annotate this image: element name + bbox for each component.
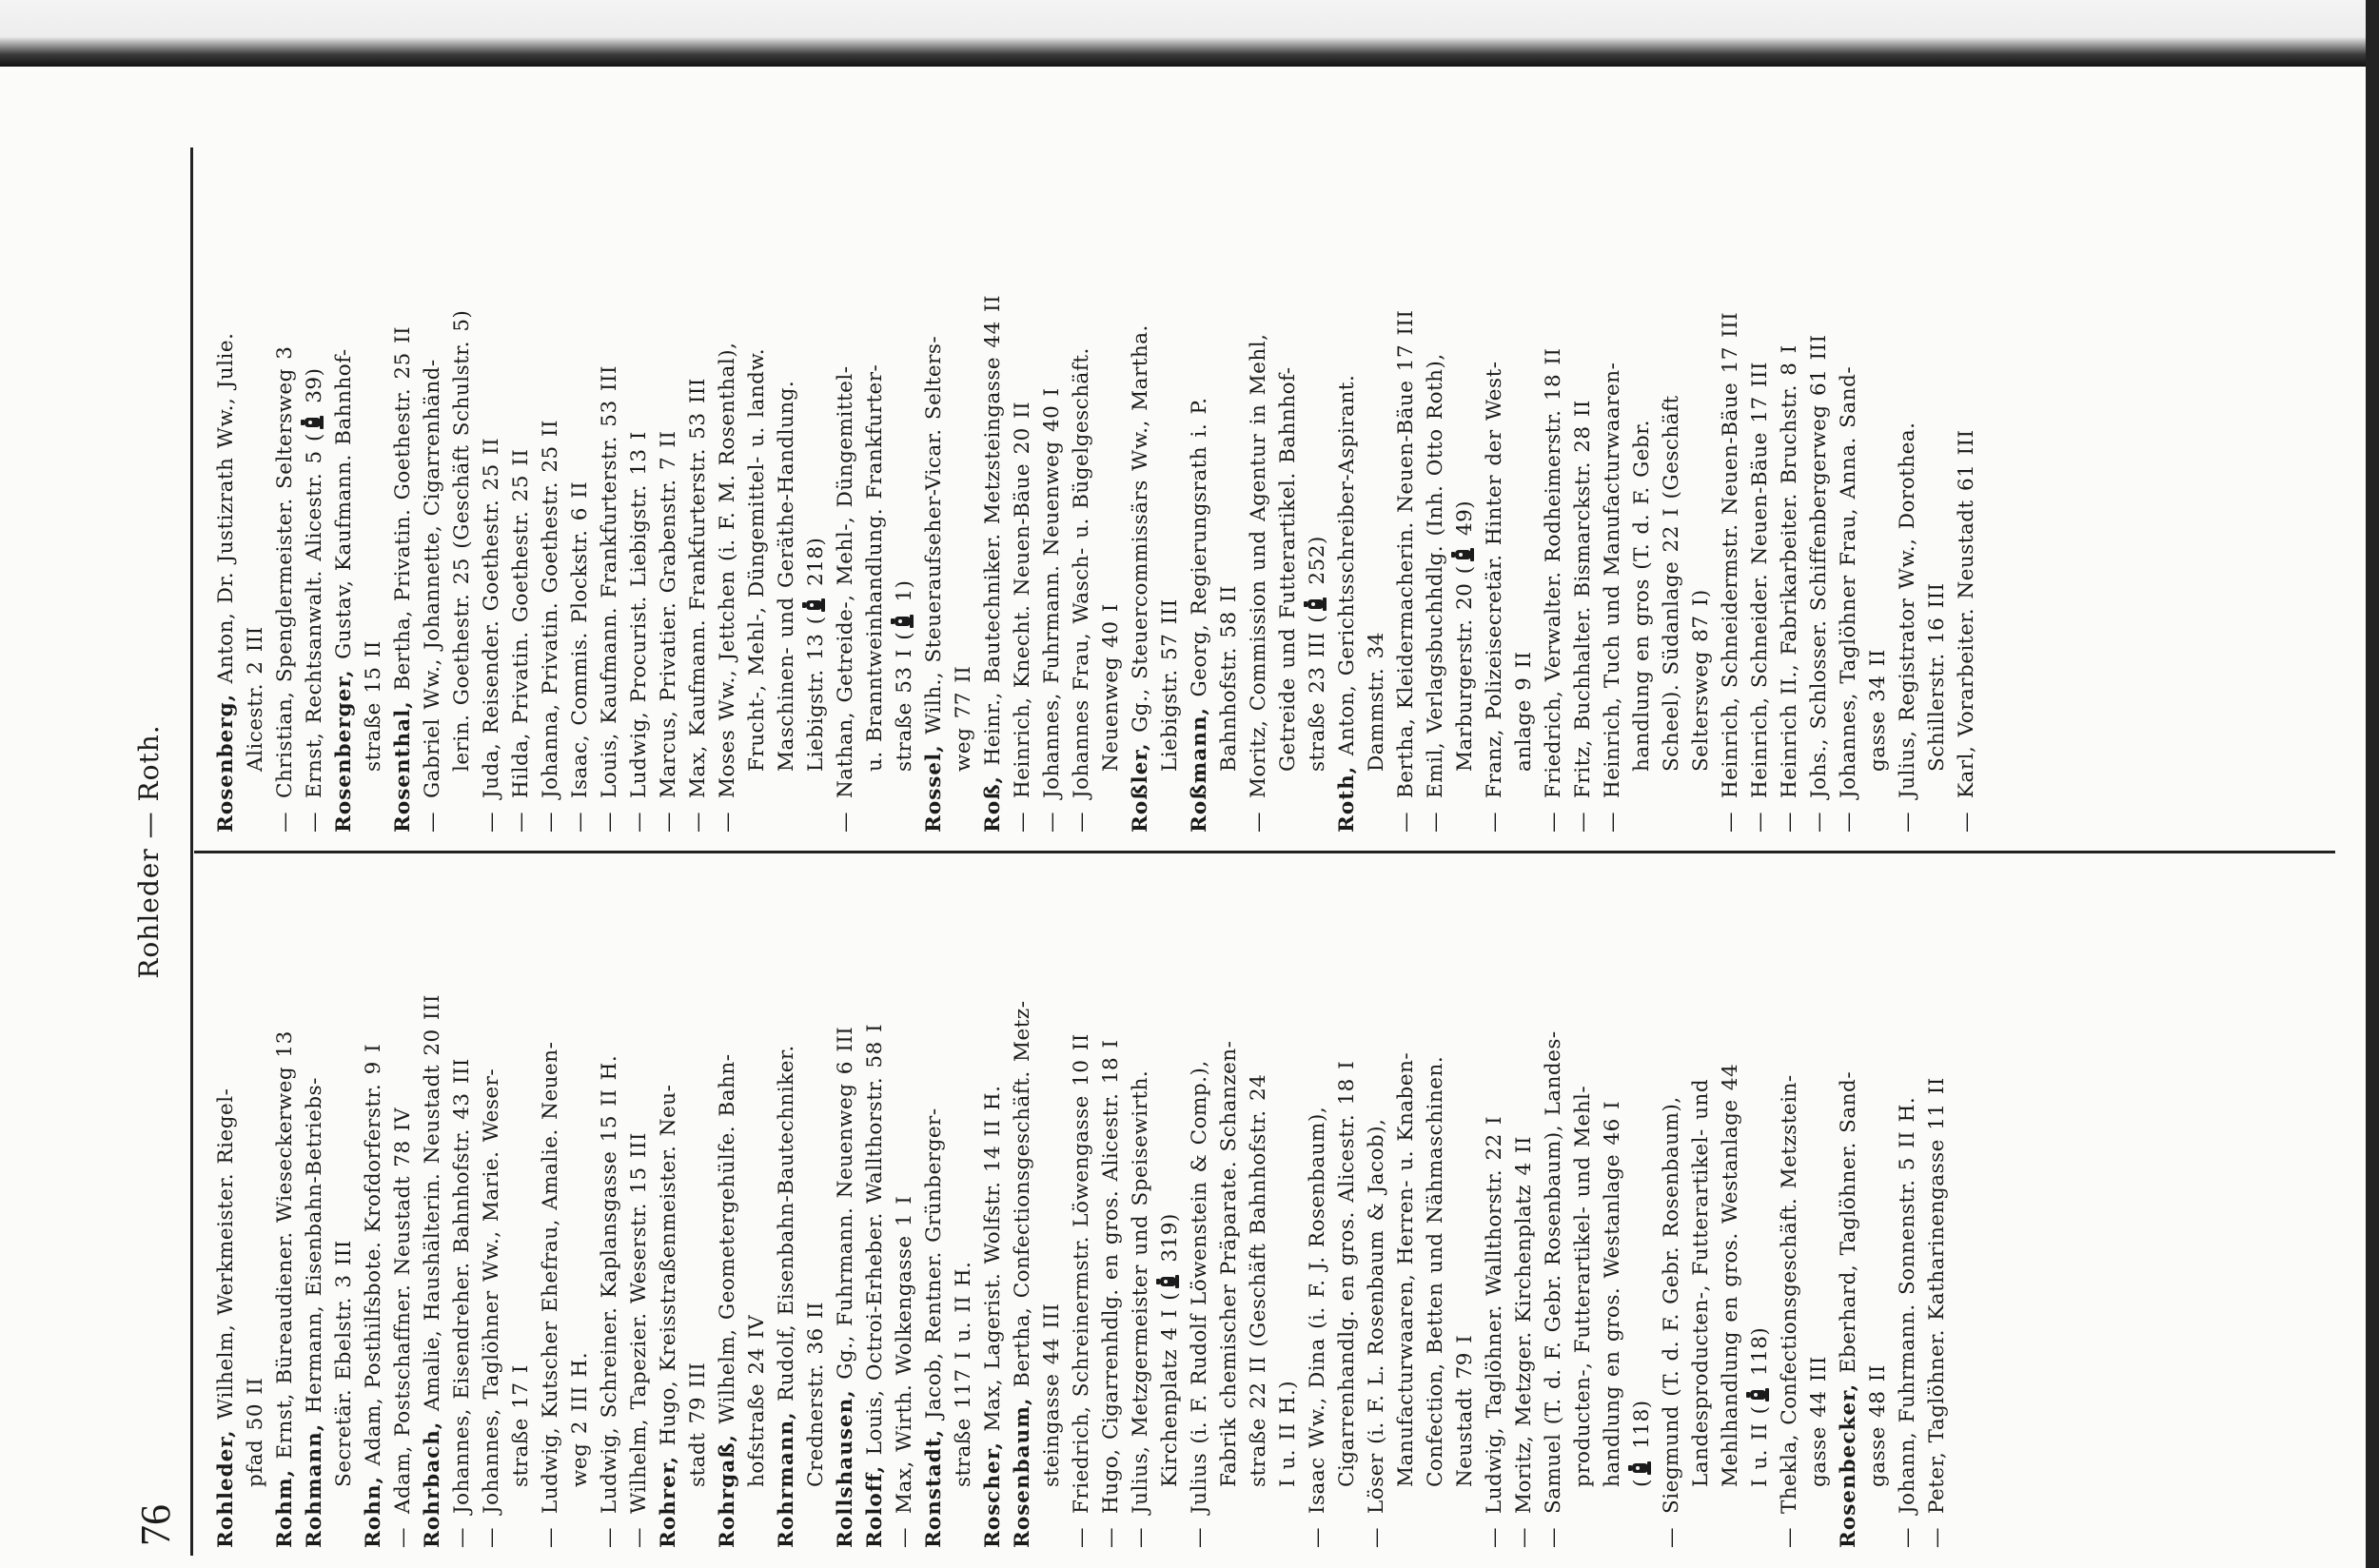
ditto-dash: — [1365, 1527, 1388, 1548]
ditto-dash: — [1188, 1527, 1211, 1548]
directory-entry [1922, 871, 1952, 1548]
entry-text: Wilhelm, Geometergehülfe. Bahn- [716, 1053, 739, 1424]
entry-continuation: Confection, Betten und Nähmaschinen. [1424, 1055, 1447, 1487]
entry-continuation: hofstraße 24 IV [745, 1314, 769, 1487]
entry-text: Juda, Reisender. Goethestr. 25 II [480, 437, 503, 798]
entry-text: Anton, Dr. Justizrath Ww., Julie. [214, 332, 238, 684]
entry-text: Friedrich, Schreinermstr. Löwengasse 10 II [1070, 1033, 1093, 1514]
entry-text: Georg, Regierungsrath i. P. [1188, 397, 1211, 697]
ditto-dash: — [539, 1527, 562, 1548]
ditto-dash: — [1837, 812, 1860, 833]
directory-entry [506, 155, 536, 833]
entry-text: Karl, Vorarbeiter. Neustadt 61 III [1955, 429, 1978, 798]
entry-text: Christian, Spenglermeister. Seltersweg 3 [273, 345, 297, 798]
directory-entry [1893, 155, 1952, 833]
directory-entry [1834, 155, 1893, 833]
ditto-dash: — [1778, 812, 1801, 833]
ditto-dash: — [1571, 812, 1595, 833]
entry-continuation: Landesproducten-, Futterartikel- und [1689, 1078, 1713, 1487]
directory-entry [536, 871, 595, 1548]
directory-entry [211, 155, 270, 833]
entry-surname: Rohmann, [303, 1413, 326, 1548]
entry-surname: Rollshausen, [834, 1379, 857, 1548]
ditto-dash: — [1512, 1527, 1536, 1548]
entry-text: Heinrich, Tuch und Manufacturwaaren- [1601, 362, 1624, 798]
ditto-dash: — [480, 1527, 503, 1548]
directory-entry [270, 155, 300, 833]
entry-continuation: Marburgerstr. 20 ( 49) [1450, 155, 1480, 833]
entry-text: Heinr., Bautechniker. Metzsteingasse 44 II [981, 294, 1005, 766]
entry-continuation: Bahnhofstr. 58 II [1217, 585, 1241, 772]
entry-text: Johann, Fuhrmann. Sonnenstr. 5 II H. [1896, 1096, 1919, 1514]
entry-surname: Rosenbecker, [1837, 1373, 1860, 1548]
telephone-icon [300, 415, 324, 430]
ditto-dash: — [657, 812, 680, 833]
directory-entry [1008, 155, 1037, 833]
ditto-dash: — [1807, 812, 1831, 833]
entry-text: Wilhelm, Tapezier. Weserstr. 15 III [627, 1132, 651, 1514]
directory-entry [890, 871, 919, 1548]
directory-entry [624, 871, 654, 1548]
entry-text: Siegmund (T. d. F. Gebr. Rosenbaum), [1660, 1096, 1683, 1514]
ditto-dash: — [834, 812, 857, 833]
directory-entry [683, 155, 713, 833]
directory-entry [1126, 871, 1185, 1548]
entry-continuation: Liebigstr. 13 ( 218) [801, 155, 831, 833]
directory-entry [1480, 871, 1509, 1548]
ditto-dash: — [1129, 1527, 1152, 1548]
entry-text: Julius, Registrator Ww., Dorothea. [1896, 421, 1919, 798]
directory-entry [919, 155, 978, 833]
directory-entry [388, 155, 418, 833]
entry-text: Heinrich II., Fabrikarbeiter. Bruchstr. 8 I [1778, 344, 1801, 798]
entry-text: Moritz, Metzger. Kirchenplatz 4 II [1512, 1136, 1536, 1514]
ditto-dash: — [421, 812, 444, 833]
directory-entry [978, 155, 1008, 833]
entry-continuation: straße 117 I u. II H. [952, 1261, 975, 1487]
entry-continuation: Schillerstr. 16 III [1925, 582, 1949, 772]
entry-continuation: Fabrik chemischer Präparate. Schanzen- [1217, 1040, 1241, 1487]
directory-entry [270, 871, 300, 1548]
directory-entry [1775, 155, 1804, 833]
entry-text: Eberhard, Taglöhner. Sand- [1837, 1070, 1860, 1374]
ditto-dash: — [893, 1527, 916, 1548]
entry-text: Heinrich, Schneidermstr. Neuen-Bäue 17 III [1719, 311, 1742, 798]
entry-continuation: Neuenweg 40 I [1099, 603, 1123, 772]
entry-surname: Rohrbach, [421, 1411, 444, 1548]
entry-continuation: steingasse 44 III [1040, 1303, 1064, 1487]
ditto-dash: — [303, 812, 326, 833]
entry-text: Hugo, Kreisstraßenmeister. Neu- [657, 1084, 680, 1446]
entry-continuation: gasse 48 II [1866, 1364, 1890, 1487]
ditto-dash: — [1247, 812, 1270, 833]
entry-text: Hermann, Eisenbahn-Betriebs- [303, 1077, 326, 1414]
directory-entry [654, 155, 683, 833]
directory-entry [1303, 871, 1362, 1548]
entry-continuation: anlage 9 II [1512, 651, 1536, 772]
entry-text: Johs., Schlosser. Schiffenbergerweg 61 III [1807, 334, 1831, 798]
ditto-dash: — [1394, 812, 1418, 833]
ditto-dash: — [598, 812, 621, 833]
directory-entry [713, 155, 831, 833]
entry-continuation: ( 118) [1627, 871, 1657, 1548]
entry-text: Nathan, Getreide-, Mehl-, Düngemittel- [834, 365, 857, 798]
ditto-dash: — [1040, 812, 1064, 833]
entry-surname: Rohleder, [214, 1419, 238, 1548]
ditto-dash: — [1955, 812, 1978, 833]
entry-continuation: Maschinen- und Geräthe-Handlung. [775, 380, 798, 772]
directory-entry [1539, 155, 1568, 833]
ditto-dash: — [1070, 812, 1093, 833]
entry-surname: Rohn, [362, 1465, 385, 1548]
ditto-dash: — [627, 812, 651, 833]
telephone-icon [1155, 1274, 1180, 1289]
entry-surname: Rosenthal, [391, 690, 415, 833]
directory-entry [1480, 155, 1539, 833]
directory-entry [329, 155, 388, 833]
entry-text: Ludwig, Taglöhner. Wallthorstr. 22 I [1483, 1115, 1506, 1514]
entry-surname: Ronstadt, [922, 1419, 946, 1548]
ditto-dash: — [391, 1527, 415, 1548]
entry-continuation: lerin. Goethestr. 25 (Geschäft Schulstr. 5) [450, 309, 474, 772]
entry-continuation: straße 17 I [509, 1364, 533, 1487]
scanner-right-edge [2366, 0, 2379, 1568]
telephone-icon [1450, 547, 1475, 562]
ditto-dash: — [1748, 812, 1772, 833]
ditto-dash: — [1896, 1527, 1919, 1548]
ditto-dash: — [480, 812, 503, 833]
ditto-dash: — [568, 812, 592, 833]
entry-continuation: Liebigstr. 57 III [1158, 598, 1182, 772]
entry-continuation: weg 2 III H. [568, 1351, 592, 1487]
entry-text: Bertha, Privatin. Goethestr. 25 II [391, 325, 415, 691]
entry-continuation: straße 15 II [362, 640, 385, 772]
directory-entry [1037, 155, 1067, 833]
directory-entry [1893, 871, 1922, 1548]
entry-continuation: Frucht-, Mehl-, Düngemittel- u. landw. [745, 347, 769, 772]
entry-text: Ernst, Büreaudiener. Wieseckerweg 13 [273, 1030, 297, 1460]
entry-text: Johanna, Privatin. Goethestr. 25 II [539, 419, 562, 798]
entry-text: Wilhelm, Werkmeister. Riegel- [214, 1088, 238, 1420]
directory-entry [565, 155, 595, 833]
directory-entry [388, 871, 418, 1548]
entry-continuation: pfad 50 II [244, 1377, 267, 1487]
entry-continuation: Alicestr. 2 III [244, 626, 267, 772]
ditto-dash: — [1601, 812, 1624, 833]
directory-entry [1509, 871, 1539, 1548]
directory-entry [1745, 155, 1775, 833]
entry-text: Fritz, Buchhalter. Bismarckstr. 28 II [1571, 400, 1595, 798]
directory-entry [477, 155, 506, 833]
directory-column-right [211, 155, 1981, 833]
ditto-dash: — [598, 1527, 621, 1548]
rotated-page-content [124, 147, 2350, 1556]
entry-continuation: u. Branntweinhandlung. Frankfurter- [863, 363, 887, 772]
directory-entry [1126, 155, 1185, 833]
entry-surname: Rohrmann, [775, 1401, 798, 1548]
entry-text: Johannes, Taglöhner Frau, Anna. Sand- [1837, 365, 1860, 798]
directory-entry [418, 871, 447, 1548]
entry-text: Gabriel Ww., Johannette, Cigarrenhänd- [421, 359, 444, 798]
entry-text: Johannes, Fuhrmann. Neuenweg 40 I [1040, 387, 1064, 798]
entry-continuation: Cigarrenhandlg. en gros. Alicestr. 18 I [1335, 1060, 1359, 1487]
scanner-edge [0, 0, 2379, 67]
entry-surname: Roscher, [981, 1431, 1005, 1548]
entry-continuation: Seltersweg 87 I) [1689, 589, 1713, 772]
directory-entry [1716, 155, 1745, 833]
telephone-icon [1627, 1460, 1652, 1476]
entry-continuation: straße 23 III ( 252) [1303, 155, 1332, 833]
directory-entry [1657, 871, 1775, 1548]
directory-entry [772, 871, 831, 1548]
directory-entry [1185, 155, 1244, 833]
directory-entry [1008, 871, 1067, 1548]
entry-text: Marcus, Privatier. Grabenstr. 7 II [657, 430, 680, 798]
entry-text: Löser (i. F. L. Rosenbaum & Jacob), [1365, 1118, 1388, 1514]
directory-entry [1952, 155, 1981, 833]
directory-entry [1096, 871, 1126, 1548]
entry-continuation: weg 77 II [952, 665, 975, 772]
entry-continuation: I u. II H.) [1276, 1380, 1300, 1487]
telephone-icon [1745, 1387, 1770, 1402]
entry-surname: Rohrgaß, [716, 1423, 739, 1548]
directory-entry [211, 871, 270, 1548]
entry-text: Julius (i. F. Rudolf Löwenstein & Comp.), [1188, 1060, 1211, 1514]
entry-continuation: Dammstr. 34 [1365, 632, 1388, 772]
ditto-dash: — [1542, 812, 1565, 833]
directory-entry [624, 155, 654, 833]
entry-text: Julius, Metzgermeister und Speisewirth. [1129, 1069, 1152, 1514]
entry-surname: Roßmann, [1188, 696, 1211, 833]
directory-entry [1067, 155, 1126, 833]
ditto-dash: — [627, 1527, 651, 1548]
entry-text: Moses Ww., Jettchen (i. F. M. Rosenthal), [716, 342, 739, 798]
entry-text: Rudolf, Eisenbahn-Bautechniker. [775, 1045, 798, 1401]
entry-text: Louis, Octroi-Erheber. Wallthorstr. 58 I [863, 1023, 887, 1456]
entry-continuation: Secretär. Ebelstr. 3 III [332, 1240, 356, 1487]
directory-entry [919, 871, 978, 1548]
entry-text: Friedrich, Verwalter. Rodheimerstr. 18 II [1542, 347, 1565, 798]
ditto-dash: — [1424, 812, 1447, 833]
ditto-dash: — [716, 812, 739, 833]
directory-entry [831, 871, 860, 1548]
entry-text: Johannes, Eisendreher. Bahnhofstr. 43 III [450, 1058, 474, 1514]
directory-entry [1804, 155, 1834, 833]
entry-continuation: I u. II ( 118) [1745, 871, 1775, 1548]
entry-continuation: Mehlhandlung en gros. Westanlage 44 [1719, 1063, 1742, 1487]
entry-text: Johannes Frau, Wasch- u. Bügelgeschäft. [1070, 347, 1093, 798]
entry-surname: Roßler, [1129, 732, 1152, 833]
entry-text: Heinrich, Knecht. Neuen-Bäue 20 II [1011, 401, 1034, 798]
directory-entry [300, 871, 359, 1548]
entry-text: Emil, Verlagsbuchhdlg. (Inh. Otto Roth), [1424, 353, 1447, 798]
book-page [0, 67, 2366, 1568]
ditto-dash: — [1542, 1527, 1565, 1548]
running-head-title: Rohleder — Roth. [133, 724, 165, 979]
entry-text: Ernst, Rechtsanwalt. Alicestr. 5 ( 39) [303, 367, 326, 798]
entry-continuation: straße 53 I ( 1) [890, 155, 919, 833]
entry-surname: Rosenberg, [214, 683, 238, 833]
entry-text: Heinrich, Schneider. Neuen-Bäue 17 III [1748, 362, 1772, 798]
directory-entry [595, 155, 624, 833]
directory-entry [418, 155, 477, 833]
entry-text: Isaac, Commis. Plockstr. 6 II [568, 480, 592, 798]
ditto-dash: — [539, 812, 562, 833]
entry-text: Hilda, Privatin. Goethestr. 25 II [509, 448, 533, 798]
directory-entry [1834, 871, 1893, 1548]
entry-continuation: Manufacturwaaren, Herren- u. Knaben- [1394, 1051, 1418, 1487]
column-divider [194, 851, 2335, 853]
ditto-dash: — [1306, 1527, 1329, 1548]
ditto-dash: — [1719, 812, 1742, 833]
directory-entry [1568, 155, 1598, 833]
telephone-icon [801, 598, 826, 613]
entry-text: Franz, Polizeisecretär. Hinter der West- [1483, 361, 1506, 798]
entry-text: Samuel (T. d. F. Gebr. Rosenbaum), Landes- [1542, 1030, 1565, 1514]
directory-entry [447, 871, 477, 1548]
directory-entry [1185, 871, 1303, 1548]
directory-entry [595, 871, 624, 1548]
entry-text: Ludwig, Procurist. Liebigstr. 13 I [627, 431, 651, 798]
entry-text: Jacob, Rentner. Grünberger- [922, 1107, 946, 1420]
entry-continuation: handlung en gros (T. d. F. Gebr. [1630, 419, 1654, 772]
entry-text: Anton, Gerichtsschreiber-Aspirant. [1335, 374, 1359, 756]
directory-entry [1598, 155, 1716, 833]
ditto-dash: — [686, 812, 710, 833]
entry-text: Wilh., Steueraufseher-Vicar. Selters- [922, 335, 946, 735]
directory-entry [1067, 871, 1096, 1548]
directory-entry [978, 871, 1008, 1548]
entry-surname: Rosenbaum, [1011, 1387, 1034, 1548]
ditto-dash: — [1660, 1527, 1683, 1548]
entry-surname: Rossel, [922, 734, 946, 833]
directory-column-left [211, 871, 1952, 1548]
entry-continuation: straße 22 II (Geschäft Bahnhofstr. 24 [1247, 1073, 1270, 1487]
entry-continuation: gasse 34 II [1866, 649, 1890, 772]
entry-text: Max, Kaufmann. Frankfurterstr. 53 III [686, 378, 710, 798]
entry-text: Moritz, Commission und Agentur in Mehl, [1247, 333, 1270, 798]
entry-continuation: producten-, Futterartikel- und Mehl- [1571, 1085, 1595, 1487]
directory-entry [477, 871, 536, 1548]
ditto-dash: — [509, 812, 533, 833]
entry-text: Gustav, Kaufmann. Bahnhof- [332, 348, 356, 659]
entry-text: Adam, Posthilfsbote. Krofdorferstr. 9 I [362, 1043, 385, 1466]
ditto-dash: — [1483, 1527, 1506, 1548]
entry-continuation: Scheel). Südanlage 22 I (Geschäft [1660, 395, 1683, 772]
ditto-dash: — [1925, 1527, 1949, 1548]
directory-entry [1775, 871, 1834, 1548]
entry-text: Gg., Fuhrmann. Neuenweg 6 III [834, 1026, 857, 1380]
entry-text: Johannes, Taglöhner Ww., Marie. Weser- [480, 1068, 503, 1514]
entry-continuation: stadt 79 III [686, 1362, 710, 1487]
directory-entry [300, 155, 329, 833]
directory-entry [1421, 155, 1480, 833]
running-head [124, 147, 193, 1556]
entry-text: Peter, Taglöhner. Katharinengasse 11 II [1925, 1077, 1949, 1514]
page-number: 76 [132, 1504, 179, 1546]
entry-continuation: handlung en gros. Westanlage 46 I [1601, 1100, 1624, 1487]
entry-surname: Rohrer, [657, 1445, 680, 1548]
directory-entry [1362, 871, 1480, 1548]
ditto-dash: — [1483, 812, 1506, 833]
entry-text: Max, Lagerist. Wolfstr. 14 II H. [981, 1085, 1005, 1432]
entry-surname: Roß, [981, 765, 1005, 833]
telephone-icon [890, 614, 914, 629]
ditto-dash: — [1011, 812, 1034, 833]
entry-text: Amalie, Haushälterin. Neustadt 20 III [421, 993, 444, 1412]
directory-entry [654, 871, 713, 1548]
entry-surname: Rohm, [273, 1459, 297, 1548]
ditto-dash: — [273, 812, 297, 833]
entry-surname: Rosenberger, [332, 658, 356, 833]
entry-continuation: Kirchenplatz 4 I ( 319) [1155, 871, 1185, 1548]
entry-text: Louis, Kaufmann. Frankfurterstr. 53 III [598, 365, 621, 798]
ditto-dash: — [1070, 1527, 1093, 1548]
telephone-icon [1303, 597, 1327, 612]
directory-entry [1332, 155, 1391, 833]
entry-text: Adam, Postschaffner. Neustadt 78 IV [391, 1107, 415, 1514]
directory-entry [1391, 155, 1421, 833]
entry-continuation: Crednerstr. 36 II [804, 1302, 828, 1487]
entry-text: Bertha, Confectionsgeschäft. Metz- [1011, 1000, 1034, 1388]
entry-text: Hugo, Cigarrenhdlg. en gros. Alicestr. 18 I [1099, 1039, 1123, 1514]
entry-surname: Roloff, [863, 1455, 887, 1548]
ditto-dash: — [450, 1527, 474, 1548]
ditto-dash: — [1896, 812, 1919, 833]
directory-entry [713, 871, 772, 1548]
entry-text: Ludwig, Kutscher Ehefrau, Amalie. Neuen- [539, 1041, 562, 1514]
entry-text: Isaac Ww., Dina (i. F. J. Rosenbaum), [1306, 1106, 1329, 1514]
entry-surname: Roth, [1335, 755, 1359, 833]
entry-text: Bertha, Kleidermacherin. Neuen-Bäue 17 III [1394, 309, 1418, 798]
entry-text: Thekla, Confectionsgeschäft. Metzstein- [1778, 1074, 1801, 1514]
ditto-dash: — [1099, 1527, 1123, 1548]
entry-text: Ludwig, Schreiner. Kaplansgasse 15 II H. [598, 1054, 621, 1514]
entry-continuation: gasse 44 III [1807, 1356, 1831, 1487]
entry-continuation: Neustadt 79 I [1453, 1334, 1477, 1487]
directory-entry [359, 871, 388, 1548]
entry-text: Max, Wirth. Wolkengasse 1 I [893, 1195, 916, 1514]
ditto-dash: — [1778, 1527, 1801, 1548]
directory-entry [831, 155, 919, 833]
entry-text: Gg., Steuercommissärs Ww., Martha. [1129, 324, 1152, 733]
directory-entry [860, 871, 890, 1548]
directory-entry [536, 155, 565, 833]
entry-continuation: Getreide und Futterartikel. Bahnhof- [1276, 366, 1300, 772]
directory-entry [1539, 871, 1657, 1548]
directory-entry [1244, 155, 1332, 833]
